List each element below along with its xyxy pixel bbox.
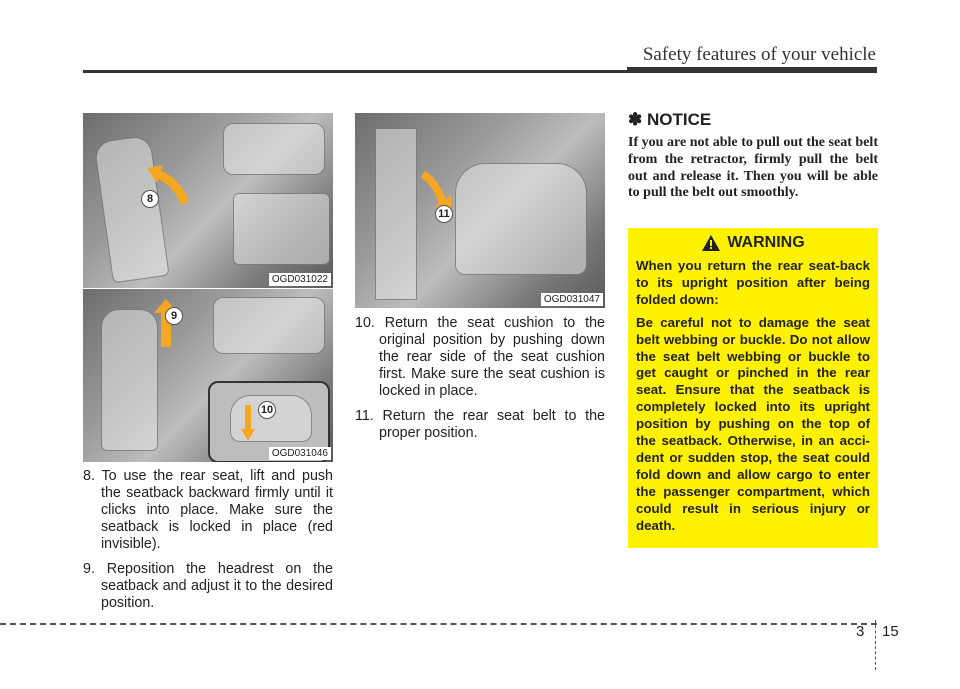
figure-code: OGD031022 xyxy=(269,273,331,286)
footer-rule xyxy=(0,623,877,625)
header-rule xyxy=(83,70,877,73)
callout-11: 11 xyxy=(435,205,453,223)
callout-9: 9 xyxy=(165,307,183,325)
page-number: 15 xyxy=(882,623,899,640)
seat-shape xyxy=(455,163,587,275)
seat-cushion-shape xyxy=(233,193,330,265)
warning-title: WARNING xyxy=(727,234,805,251)
notice-symbol: ✽ xyxy=(628,110,643,129)
warning-icon xyxy=(701,234,721,252)
figure-rear-seat-fold xyxy=(83,113,333,288)
warning-box xyxy=(628,228,878,548)
step-11: 11. Return the rear seat belt to the proper position. xyxy=(355,408,605,441)
step-8: 8. To use the rear seat, lift and push the seatback backward firmly until it clicks into place. Make sure the seatback is locked in place (red invisible). xyxy=(83,468,333,552)
notice-heading xyxy=(628,110,711,130)
figure-headrest xyxy=(83,289,333,462)
seatback-shape xyxy=(101,309,158,451)
warning-header xyxy=(636,234,870,252)
seat-back-shape xyxy=(213,297,325,354)
step-10: 10. Return the seat cushion to the original position by pushing down the rear side of the seat cushion first. Make sure the seat cushion is locked in place. xyxy=(355,315,605,399)
arrow-down-icon xyxy=(240,403,256,443)
pillar-shape xyxy=(375,128,417,300)
notice-title: NOTICE xyxy=(646,110,712,129)
callout-10: 10 xyxy=(258,401,276,419)
middle-column-text xyxy=(355,315,605,450)
callout-8: 8 xyxy=(141,190,159,208)
warning-paragraph: When you return the rear seat-back to its upright position after being folded down: xyxy=(636,258,870,307)
left-column-text xyxy=(83,468,333,620)
notice-body: If you are not able to pull out the seat belt from the retractor, firmly pull the belt out and release it. Then you will be able to pull the belt out smoothly. xyxy=(628,135,878,201)
figure-code: OGD031047 xyxy=(541,293,603,306)
warning-paragraph: Be careful not to damage the seat belt webbing or buckle. Do not allow the seat belt webbing or buckle to get caught or pinched in the rear seat. Ensure that the seatback is completely locked into its upright position by pushing on the top of the seatback. Otherwise, in an acci-dent or sudden stop, the seat could fold down and allow cargo to enter the passenger compartment, which could result in serious injury or death. xyxy=(636,314,870,533)
section-title: Safety features of your vehicle xyxy=(642,44,876,65)
figure-code: OGD031046 xyxy=(269,447,331,460)
chapter-number: 3 xyxy=(856,623,865,640)
figure-seat-cushion xyxy=(355,113,605,308)
step-9: 9. Reposition the headrest on the seatback and adjust it to the desired position. xyxy=(83,561,333,611)
page-divider xyxy=(875,620,876,670)
seat-back-shape xyxy=(223,123,325,175)
